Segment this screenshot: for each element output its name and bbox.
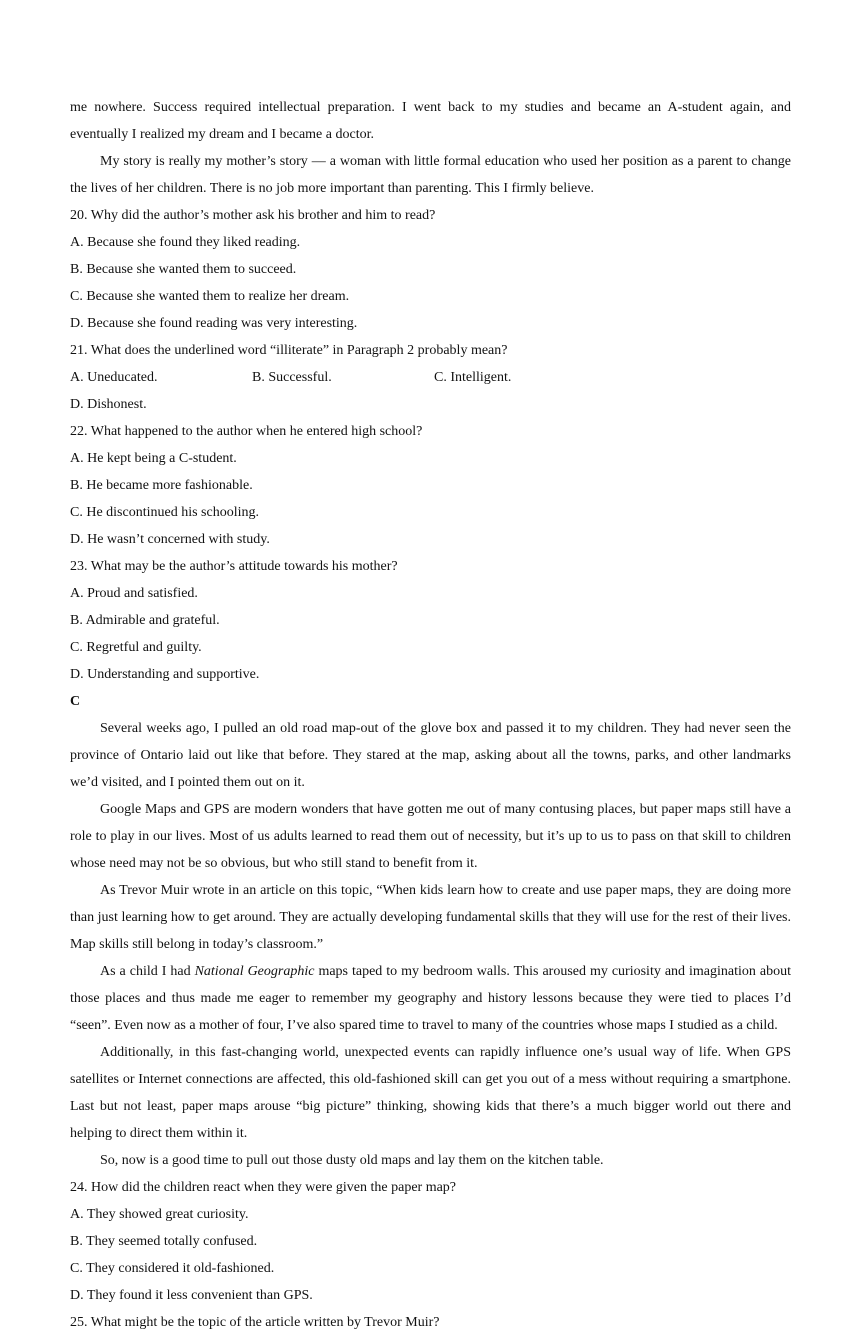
options xyxy=(70,580,791,688)
option-a: A. He kept being a C-student. xyxy=(70,451,237,466)
paragraph-b-end-1: me nowhere. Success required intellectual preparation. I went back to my studies and became an A-student again, and eventually I realized my dream and I became a doctor. xyxy=(70,100,791,142)
question-20 xyxy=(70,202,791,337)
question-stem: 24. How did the children react when they were given the paper map? xyxy=(70,1180,457,1195)
option-a: A. They showed great curiosity. xyxy=(70,1207,249,1222)
question-stem: 21. What does the underlined word “illiterate” in Paragraph 2 probably mean? xyxy=(70,343,508,358)
question-21 xyxy=(70,337,791,418)
options xyxy=(70,445,791,553)
question-stem: 20. Why did the author’s mother ask his brother and him to read? xyxy=(70,208,436,223)
option-c: C. Because she wanted them to realize her dream. xyxy=(70,289,350,304)
paragraph-c-1: Several weeks ago, I pulled an old road map-out of the glove box and passed it to my children. They had never seen the province of Ontario laid out like that before. They stared at the map, asking about all the towns, parks, and other landmarks we’d visited, and I pointed them out on it. xyxy=(70,721,791,790)
options xyxy=(70,364,791,418)
paragraph-c-3: As Trevor Muir wrote in an article on this topic, “When kids learn how to create and use paper maps, they are doing more than just learning how to get around. They are actually developing fundamental skills that they will use for the rest of their lives. Map skills still belong in today’s classroom.” xyxy=(70,883,791,952)
option-a: A. Proud and satisfied. xyxy=(70,586,198,601)
options xyxy=(70,229,791,337)
question-24 xyxy=(70,1174,791,1309)
paragraph-c-5: Additionally, in this fast-changing world, unexpected events can rapidly influence one’s usual way of life. When GPS satellites or Internet connections are affected, this old-fashioned skill can get you out of a mess without requiring a smartphone. Last but not least, paper maps arouse “big picture” thinking, showing kids that there’s a much bigger world out there and helping to direct them within it. xyxy=(70,1045,791,1141)
option-d: D. Dishonest. xyxy=(70,397,147,412)
paragraph-c-6: So, now is a good time to pull out those dusty old maps and lay them on the kitchen table. xyxy=(100,1153,604,1168)
question-23 xyxy=(70,553,791,688)
option-c: C. Regretful and guilty. xyxy=(70,640,202,655)
question-25 xyxy=(70,1309,791,1336)
section-c-heading: C xyxy=(70,694,81,709)
option-c: C. Intelligent. xyxy=(434,370,512,385)
question-stem: 22. What happened to the author when he entered high school? xyxy=(70,424,423,439)
option-b: B. Admirable and grateful. xyxy=(70,613,220,628)
option-d: D. Understanding and supportive. xyxy=(70,667,260,682)
option-d: D. He wasn’t concerned with study. xyxy=(70,532,270,547)
option-d: D. Because she found reading was very interesting. xyxy=(70,316,358,331)
question-stem: 23. What may be the author’s attitude towards his mother? xyxy=(70,559,398,574)
option-b: B. They seemed totally confused. xyxy=(70,1234,258,1249)
option-a: A. Because she found they liked reading. xyxy=(70,235,301,250)
options xyxy=(70,1201,791,1309)
question-stem: 25. What might be the topic of the article written by Trevor Muir? xyxy=(70,1315,440,1330)
option-b: B. He became more fashionable. xyxy=(70,478,253,493)
option-c: C. He discontinued his schooling. xyxy=(70,505,259,520)
italic-title: National Geographic xyxy=(194,964,315,979)
paragraph-c-2: Google Maps and GPS are modern wonders that have gotten me out of many contusing places, but paper maps still have a role to play in our lives. Most of us adults learned to read them out of necessity, but it’s up to us to pass on that skill to children whose need may not be so obvious, but who still stand to benefit from it. xyxy=(70,802,791,871)
question-22 xyxy=(70,418,791,553)
option-b: B. Because she wanted them to succeed. xyxy=(70,262,297,277)
option-a: A. Uneducated. xyxy=(70,370,158,385)
option-d: D. They found it less convenient than GPS. xyxy=(70,1288,313,1303)
option-c: C. They considered it old-fashioned. xyxy=(70,1261,275,1276)
text-run: As a child I had xyxy=(100,964,195,979)
option-b: B. Successful. xyxy=(252,370,332,385)
paragraph-c-4 xyxy=(70,958,791,1039)
document-page xyxy=(70,94,791,1336)
text-run: maps taped to my bedroom walls. This aroused my curiosity and imagination about those places and thus made me eager to remember my geography and history lessons because they were tied to places I’d “seen”. Even now as a mother of four, I’ve also spared time to travel to many of the countries whose maps I studied as a child. xyxy=(70,964,791,1033)
paragraph-b-end-2: My story is really my mother’s story — a woman with little formal education who used her position as a parent to change the lives of her children. There is no job more important than parenting. This I firmly believe. xyxy=(70,154,791,196)
